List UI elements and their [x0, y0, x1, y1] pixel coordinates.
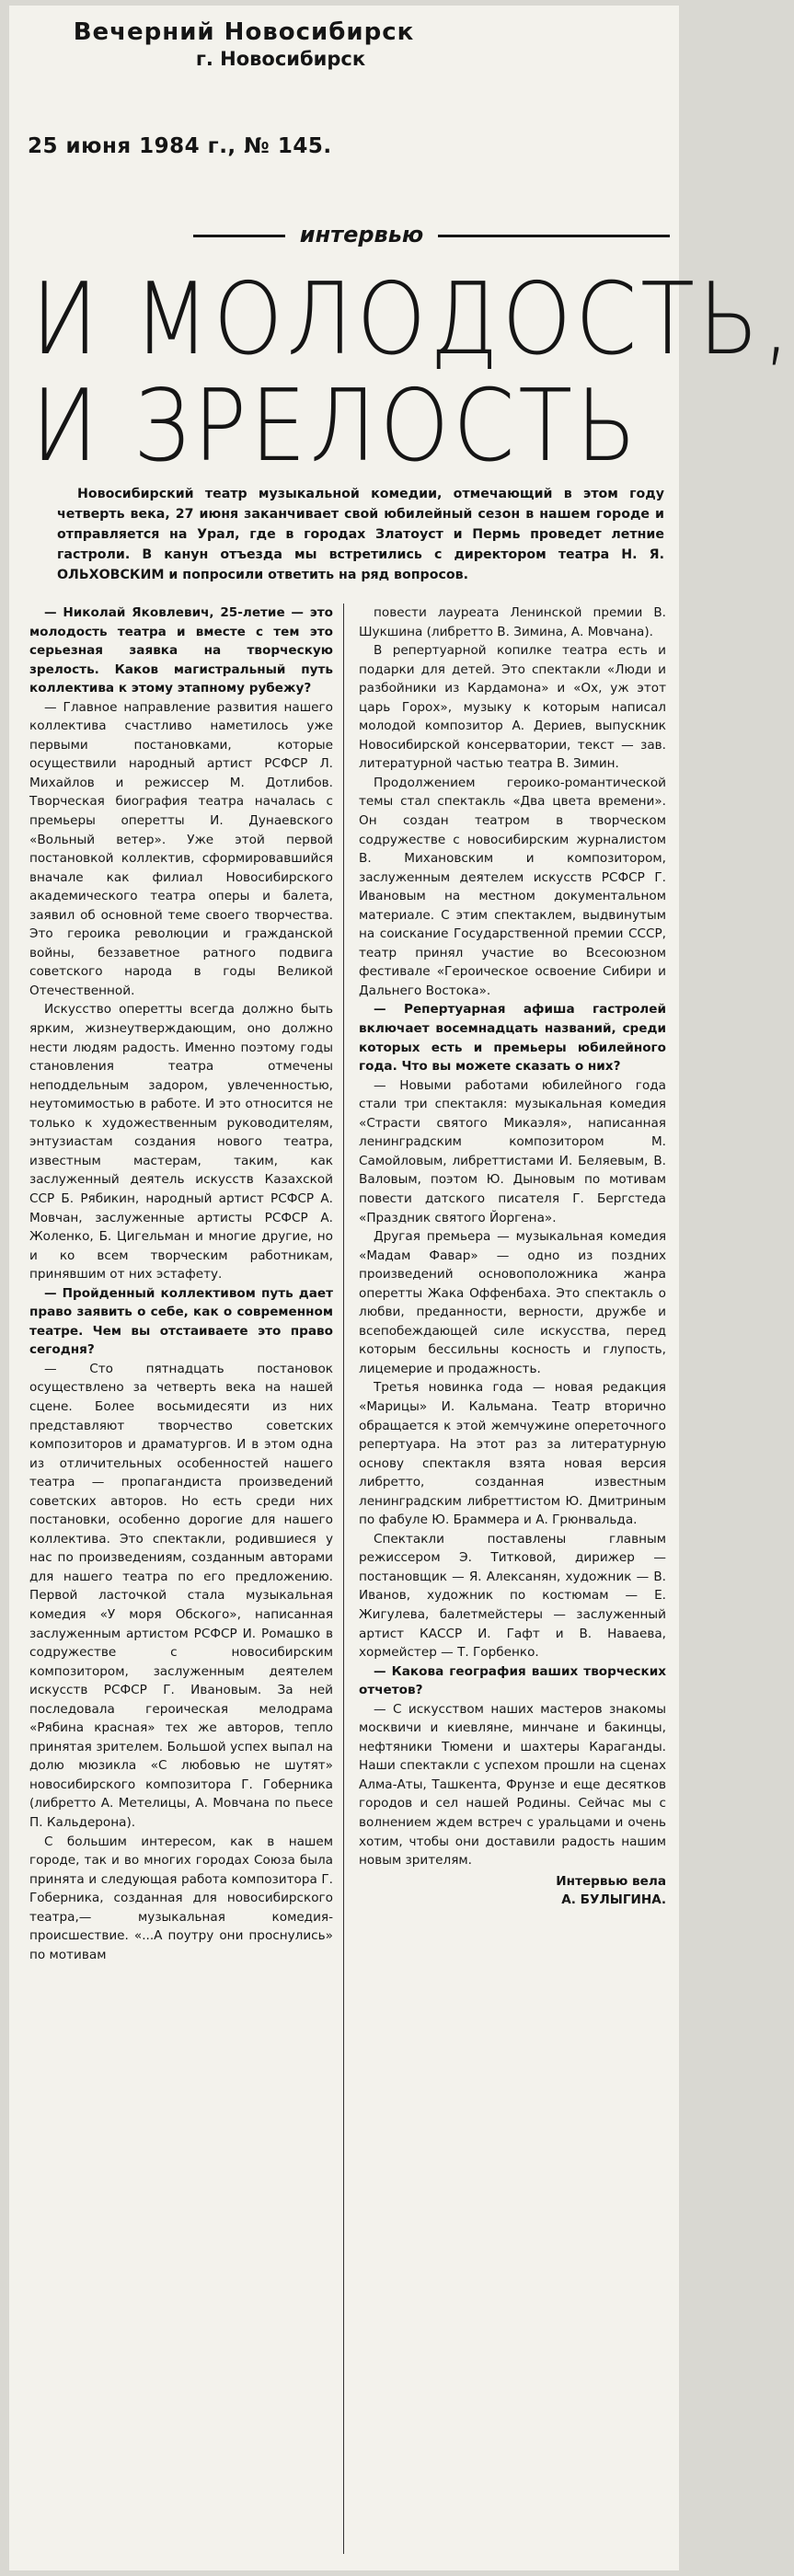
- byline: [359, 1872, 666, 1909]
- interview-answer-paragraph: В репертуарной копилке театра есть и подарки для детей. Это спектакли «Люди и разбойники из Кардамона» и «Ох, уж этот царь Горох», музыку к которым написал молодой композитор А. Дериев, выпускник Новосибирской консерватории, текст — зав. литературной частью театра В. Зимин.: [359, 643, 666, 772]
- rubric-label: интервью: [299, 222, 424, 247]
- interview-answer-paragraph: — Сто пятнадцать постановок осуществлено за четверть века на нашей сцене. Более восьмидесяти из них представляют творчество советских композиторов и драматургов. И в этом одна из отличительных особенностей нашего театра — пропагандиста произведений советских авторов. Но есть среди них постановки, особенно дорогие для нашего коллектива. Это спектакли, родившиеся у нас по произведениям, созданным авторами для нашего театра по его предложению. Первой ласточкой стала музыкальная комедия «У моря Обского», написанная заслуженным артистом РСФСР И. Ромашко в содружестве с новосибирским композитором, заслуженным деятелем искусств РСФСР Г. Ивановым. За ней последовала героическая мелодрама «Рябина красная» тех же авторов, тепло принятая зрителем. Большой успех выпал на долю мюзикла «С любовью не шутят» новосибирского композитора Г. Гоберника (либретто А. Метелицы, А. Мовчана по пьесе П. Кальдерона).: [29, 1361, 333, 1830]
- interview-answer-paragraph: — Новыми работами юбилейного года стали три спектакля: музыкальная комедия «Страсти святого Микаэля», написанная ленинградским композитором М. Самойловым, либреттистами И. Беляевым, В. Валовым, поэтом Ю. Дыновым по мотивам повести датского писателя Г. Бергстеда «Праздник святого Йоргена».: [359, 1077, 666, 1225]
- interview-answer-paragraph: повести лауреата Ленинской премии В. Шукшина (либретто В. Зимина, А. Мовчана).: [359, 605, 666, 639]
- interview-answer-paragraph: Искусство оперетты всегда должно быть ярким, жизнеутверждающим, оно должно нести людям радость. Именно поэтому годы становления театра отмечены неподдельным задором, увлеченностью, неутомимостью в работе. И это относится не только к художественным руководителям, энтузиастам создания нового театра, известным мастерам, таким, как заслуженный деятель искусств Казахской ССР Б. Рябикин, народный артист РСФСР А. Мовчан, заслуженные артисты РСФСР А. Жоленко, Б. Цигельман и многие другие, но и ко всем творческим работникам, принявшим от них эстафету.: [29, 1002, 333, 1282]
- interview-answer-paragraph: С большим интересом, как в нашем городе, так и во многих городах Союза была принята и следующая работа композитора Г. Гоберника, созданная для новосибирского театра,— музыкальная комедия-происшествие. «...А поутру они проснулись» по мотивам: [29, 1834, 333, 1962]
- article-column-left: [29, 604, 333, 1964]
- headline: [31, 259, 794, 484]
- rubric-bar: [9, 223, 679, 247]
- headline-line-1: И МОЛОДОСТЬ,: [31, 261, 794, 377]
- article-column-right: [359, 604, 666, 1909]
- interview-answer-paragraph: Продолжением героико-романтической темы стал спектакль «Два цвета времени». Он создан театром в творческом содружестве с новосибирским журналистом В. Михановским и композитором, заслуженным деятелем искусств РСФСР Г. Ивановым на местном документальном материале. С этим спектаклем, выдвинутым на соискание Государственной премии СССР, театр принял участие во Всесоюзном фестивале «Героическое освоение Сибири и Дальнего Востока».: [359, 775, 666, 998]
- interview-question: — Какова география ваших творческих отчетов?: [359, 1663, 666, 1698]
- byline-label: Интервью вела: [556, 1873, 666, 1889]
- interview-answer-paragraph: — С искусством наших мастеров знакомы москвичи и киевляне, минчане и бакинцы, нефтяники Тюмени и шахтеры Караганды. Наши спектакли с успехом прошли на сценах Алма-Аты, Ташкента, Фрунзе и еще десятков городов и сел нашей Родины. Сейчас мы с волнением ждем встреч с уральцами и очень хотим, чтобы они доставили радость нашим новым зрителям.: [359, 1701, 666, 1869]
- newspaper-clipping: [9, 6, 794, 2570]
- interview-answer-paragraph: Третья новинка года — новая редакция «Марицы» И. Кальмана. Театр вторично обращается к этой жемчужине опереточного репертуара. На этот раз за литературную основу спектакля взята новая версия либретто, созданная известным ленинградским либреттистом Ю. Дмитриным по фабуле Ю. Браммера и А. Грюнвальда.: [359, 1380, 666, 1528]
- interview-answer-paragraph: Другая премьера — музыкальная комедия «Мадам Фавар» — одно из поздних произведений основоположника жанра оперетты Жака Оффенбаха. Это спектакль о любви, преданности, верности, дружбе и всепобеждающей силе искусства, перед которым бессильны косность и глупость, лицемерие и продажность.: [359, 1229, 666, 1376]
- newspaper-city: г. Новосибирск: [195, 48, 366, 70]
- newspaper-name: Вечерний Новосибирск: [73, 18, 415, 46]
- interview-question: — Репертуарная афиша гастролей включает восемнадцать названий, среди которых есть и премьеры юбилейного года. Что вы можете сказать о них?: [359, 1002, 666, 1075]
- article-column-right-body: [359, 604, 666, 1870]
- interview-question: — Николай Яковлевич, 25-летие — это молодость театра и вместе с тем это серьезная заявка на творческую зрелость. Каков магистральный путь коллектива к этому этапному рубежу?: [29, 605, 333, 696]
- headline-line-2: И ЗРЕЛОСТЬ: [31, 368, 640, 484]
- lead-paragraph: Новосибирский театр музыкальной комедии, отмечающий в этом году четверть века, 27 июня заканчивает свой юбилейный сезон в нашем городе и отправляется на Урал, где в городах Златоуст и Пермь проведет летние гастроли. В канун отъезда мы встретились с директором театра Н. Я. ОЛЬХОВСКИМ и попросили ответить на ряд вопросов.: [57, 487, 664, 582]
- interview-question: — Пройденный коллективом путь дает право заявить о себе, как о современном театре. Чем вы отстаиваете это право сегодня?: [29, 1285, 333, 1358]
- interview-answer-paragraph: — Главное направление развития нашего коллектива счастливо наметилось уже первыми постановками, которые осуществили народный артист РСФСР Л. Михайлов и режиссер М. Дотлибов. Творческая биография театра началась с премьеры оперетты И. Дунаевского «Вольный ветер». Уже этой первой постановкой коллектив, сформировавшийся вначале как филиал Новосибирского академического театра оперы и балета, заявил об основной теме своего творчества. Это героика революции и гражданской войны, беззаветное ратного подвига советского народа в годы Великой Отечественной.: [29, 699, 333, 998]
- masthead: [51, 18, 437, 72]
- rubric-rule-right: [438, 235, 670, 237]
- rubric-rule-left: [193, 235, 285, 237]
- byline-author: А. БУЛЫГИНА.: [561, 1892, 666, 1907]
- column-divider: [343, 604, 344, 2554]
- interview-answer-paragraph: Спектакли поставлены главным режиссером Э. Титковой, дирижер — постановщик — Я. Алексанян, художник — В. Иванов, художник по костюмам — Е. Жигулева, балетмейстеры — заслуженный артист КАССР И. Гафт и В. Наваева, хормейстер — Т. Горбенко.: [359, 1531, 666, 1661]
- issue-date: 25 июня 1984 г., № 145.: [28, 134, 332, 158]
